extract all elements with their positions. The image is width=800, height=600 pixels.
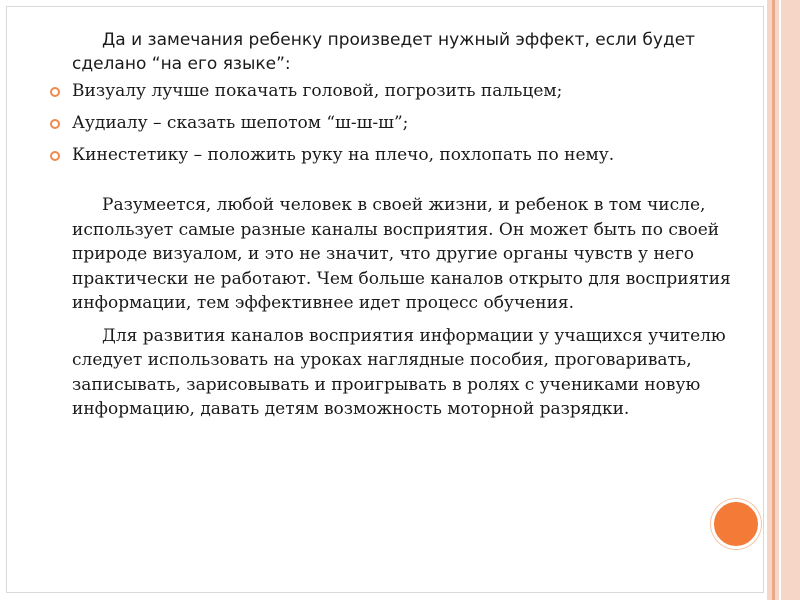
slide-content: [48, 28, 753, 422]
bullet-text: Аудиалу – сказать шепотом “ш-ш-ш”;: [72, 113, 409, 133]
bullet-list: [48, 79, 753, 167]
decorative-circle-icon: [711, 499, 761, 549]
list-item: [48, 111, 753, 135]
bullet-text: Кинестетику – положить руку на плечо, похлопать по нему.: [72, 145, 615, 165]
paragraph-teaching: Для развития каналов восприятия информации у учащихся учителю следует использовать на уроках наглядные пособия, проговаривать, записывать, зарисовывать и проигрывать в ролях с учениками новую информацию, давать детям возможность моторной разрядки.: [72, 325, 726, 419]
bullet-text: Визуалу лучше покачать головой, погрозить пальцем;: [72, 81, 563, 101]
list-item: [48, 143, 753, 167]
bullet-circle-icon: [50, 87, 60, 97]
paragraph-perception: Разумеется, любой человек в своей жизни, и ребенок в том числе, использует самые разные каналы восприятия. Он может быть по своей природе визуалом, и это не значит, что другие органы чувств у него практически не работают. Чем больше каналов открыто для восприятия информации, тем эффективнее идет процесс обучения.: [72, 195, 731, 313]
bullet-circle-icon: [50, 151, 60, 161]
decorative-stripe-line: [772, 0, 775, 600]
list-item: [48, 79, 753, 103]
decorative-stripe-gap: [779, 0, 781, 600]
bullet-circle-icon: [50, 119, 60, 129]
intro-text: Да и замечания ребенку произведет нужный эффект, если будет сделано “на его языке”:: [72, 30, 696, 74]
